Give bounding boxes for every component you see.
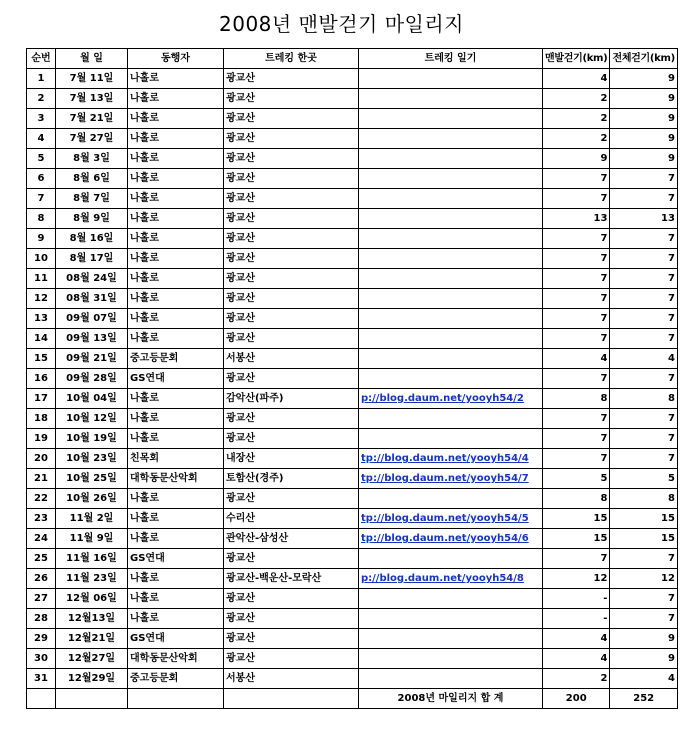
row-diary-link <box>359 649 543 669</box>
row-total-km: 7 <box>610 449 677 469</box>
table-row <box>27 209 678 229</box>
row-number: 3 <box>27 109 56 129</box>
row-diary-link[interactable]: tp://blog.daum.net/yooyh54/7 <box>359 469 543 489</box>
row-barefoot-km: 7 <box>543 229 610 249</box>
row-barefoot-km: 8 <box>543 389 610 409</box>
table-row <box>27 429 678 449</box>
row-place: 광교산 <box>224 549 359 569</box>
row-place: 광교산 <box>224 149 359 169</box>
row-place: 내장산 <box>224 449 359 469</box>
row-barefoot-km: 12 <box>543 569 610 589</box>
row-companion: 나홀로 <box>128 329 224 349</box>
row-place: 광교산 <box>224 429 359 449</box>
row-barefoot-km: 7 <box>543 429 610 449</box>
table-row <box>27 309 678 329</box>
row-place: 광교산-백운산-모락산 <box>224 569 359 589</box>
header-companion: 동행자 <box>128 49 224 69</box>
row-number: 19 <box>27 429 56 449</box>
summary-empty-cell <box>27 689 56 709</box>
row-place: 광교산 <box>224 649 359 669</box>
row-place: 서봉산 <box>224 669 359 689</box>
row-date: 12월27일 <box>56 649 128 669</box>
header-place: 트레킹 한곳 <box>224 49 359 69</box>
row-total-km: 7 <box>610 249 677 269</box>
row-barefoot-km: 7 <box>543 169 610 189</box>
row-place: 광교산 <box>224 129 359 149</box>
row-number: 11 <box>27 269 56 289</box>
row-date: 8월 16일 <box>56 229 128 249</box>
row-diary-link <box>359 289 543 309</box>
row-diary-link <box>359 69 543 89</box>
row-total-km: 7 <box>610 189 677 209</box>
row-number: 28 <box>27 609 56 629</box>
row-total-km: 4 <box>610 669 677 689</box>
row-companion: 나홀로 <box>128 509 224 529</box>
row-place: 광교산 <box>224 249 359 269</box>
row-date: 8월 17일 <box>56 249 128 269</box>
row-diary-link <box>359 189 543 209</box>
row-place: 광교산 <box>224 289 359 309</box>
row-companion: 나홀로 <box>128 289 224 309</box>
row-diary-link <box>359 409 543 429</box>
row-place: 서봉산 <box>224 349 359 369</box>
row-barefoot-km: 8 <box>543 489 610 509</box>
table-row <box>27 149 678 169</box>
row-total-km: 9 <box>610 149 677 169</box>
row-number: 8 <box>27 209 56 229</box>
row-barefoot-km: 4 <box>543 629 610 649</box>
table-row <box>27 189 678 209</box>
row-date: 7월 13일 <box>56 89 128 109</box>
row-companion: 나홀로 <box>128 249 224 269</box>
row-diary-link <box>359 609 543 629</box>
row-total-km: 12 <box>610 569 677 589</box>
row-barefoot-km: 7 <box>543 409 610 429</box>
row-number: 2 <box>27 89 56 109</box>
table-body <box>27 69 678 689</box>
row-diary-link <box>359 209 543 229</box>
row-companion: 중고등문회 <box>128 349 224 369</box>
row-barefoot-km: 7 <box>543 249 610 269</box>
row-number: 14 <box>27 329 56 349</box>
page-title: 2008년 맨발걷기 마일리지 <box>219 12 464 36</box>
row-number: 24 <box>27 529 56 549</box>
row-place: 광교산 <box>224 409 359 429</box>
row-diary-link[interactable]: tp://blog.daum.net/yooyh54/4 <box>359 449 543 469</box>
row-barefoot-km: 5 <box>543 469 610 489</box>
table-row <box>27 469 678 489</box>
row-companion: 나홀로 <box>128 389 224 409</box>
row-diary-link <box>359 109 543 129</box>
row-date: 12월21일 <box>56 629 128 649</box>
summary-label: 2008년 마일리지 합 계 <box>359 689 543 709</box>
row-barefoot-km: 7 <box>543 189 610 209</box>
row-date: 8월 6일 <box>56 169 128 189</box>
row-date: 08월 31일 <box>56 289 128 309</box>
row-total-km: 7 <box>610 429 677 449</box>
table-row <box>27 69 678 89</box>
row-companion: 친목회 <box>128 449 224 469</box>
row-date: 8월 7일 <box>56 189 128 209</box>
row-date: 8월 9일 <box>56 209 128 229</box>
row-place: 광교산 <box>224 589 359 609</box>
row-number: 26 <box>27 569 56 589</box>
table-row <box>27 669 678 689</box>
row-diary-link <box>359 89 543 109</box>
header-date: 월 일 <box>56 49 128 69</box>
row-diary-link <box>359 629 543 649</box>
row-place: 광교산 <box>224 309 359 329</box>
row-number: 13 <box>27 309 56 329</box>
row-number: 10 <box>27 249 56 269</box>
row-number: 31 <box>27 669 56 689</box>
table-row <box>27 629 678 649</box>
row-diary-link[interactable]: p://blog.daum.net/yooyh54/8 <box>359 569 543 589</box>
row-number: 18 <box>27 409 56 429</box>
row-barefoot-km: - <box>543 609 610 629</box>
row-date: 8월 3일 <box>56 149 128 169</box>
table-row <box>27 649 678 669</box>
row-date: 11월 9일 <box>56 529 128 549</box>
row-total-km: 9 <box>610 69 677 89</box>
row-number: 27 <box>27 589 56 609</box>
row-place: 광교산 <box>224 609 359 629</box>
row-companion: 나홀로 <box>128 409 224 429</box>
row-diary-link <box>359 429 543 449</box>
row-companion: 나홀로 <box>128 569 224 589</box>
row-barefoot-km: 7 <box>543 449 610 469</box>
summary-total: 252 <box>610 689 677 709</box>
row-companion: 나홀로 <box>128 489 224 509</box>
mileage-table <box>26 48 678 709</box>
row-date: 10월 26일 <box>56 489 128 509</box>
table-row <box>27 269 678 289</box>
table-row <box>27 249 678 269</box>
row-companion: GS연대 <box>128 629 224 649</box>
row-diary-link <box>359 669 543 689</box>
row-place: 광교산 <box>224 209 359 229</box>
summary-empty-cell <box>56 689 128 709</box>
row-number: 9 <box>27 229 56 249</box>
row-barefoot-km: 7 <box>543 269 610 289</box>
row-place: 광교산 <box>224 229 359 249</box>
row-diary-link <box>359 249 543 269</box>
table-row <box>27 229 678 249</box>
row-companion: 나홀로 <box>128 109 224 129</box>
row-diary-link <box>359 369 543 389</box>
row-diary-link <box>359 309 543 329</box>
table-row <box>27 509 678 529</box>
row-total-km: 15 <box>610 509 677 529</box>
row-total-km: 7 <box>610 549 677 569</box>
row-diary-link <box>359 149 543 169</box>
row-diary-link <box>359 489 543 509</box>
table-row <box>27 89 678 109</box>
row-date: 12월13일 <box>56 609 128 629</box>
row-barefoot-km: 4 <box>543 69 610 89</box>
row-date: 09월 13일 <box>56 329 128 349</box>
header-barefoot: 맨발걷기(km) <box>543 49 610 69</box>
row-date: 11월 16일 <box>56 549 128 569</box>
row-place: 광교산 <box>224 269 359 289</box>
row-barefoot-km: 7 <box>543 329 610 349</box>
row-date: 10월 25일 <box>56 469 128 489</box>
row-date: 09월 21일 <box>56 349 128 369</box>
row-place: 광교산 <box>224 109 359 129</box>
row-companion: 나홀로 <box>128 69 224 89</box>
row-diary-link <box>359 129 543 149</box>
row-total-km: 9 <box>610 89 677 109</box>
row-companion: 나홀로 <box>128 589 224 609</box>
table-row <box>27 369 678 389</box>
row-barefoot-km: 4 <box>543 649 610 669</box>
row-total-km: 7 <box>610 409 677 429</box>
table-row <box>27 589 678 609</box>
row-number: 21 <box>27 469 56 489</box>
row-date: 7월 27일 <box>56 129 128 149</box>
row-total-km: 15 <box>610 529 677 549</box>
row-date: 08월 24일 <box>56 269 128 289</box>
row-total-km: 13 <box>610 209 677 229</box>
row-date: 10월 19일 <box>56 429 128 449</box>
row-barefoot-km: 13 <box>543 209 610 229</box>
row-total-km: 7 <box>610 589 677 609</box>
row-companion: 나홀로 <box>128 149 224 169</box>
row-total-km: 5 <box>610 469 677 489</box>
row-total-km: 7 <box>610 329 677 349</box>
row-diary-link <box>359 229 543 249</box>
row-companion: 나홀로 <box>128 229 224 249</box>
row-number: 12 <box>27 289 56 309</box>
row-number: 30 <box>27 649 56 669</box>
summary-barefoot: 200 <box>543 689 610 709</box>
row-diary-link <box>359 589 543 609</box>
row-date: 10월 12일 <box>56 409 128 429</box>
row-total-km: 7 <box>610 369 677 389</box>
row-total-km: 7 <box>610 169 677 189</box>
row-companion: 나홀로 <box>128 309 224 329</box>
row-barefoot-km: 2 <box>543 89 610 109</box>
row-date: 10월 04일 <box>56 389 128 409</box>
row-total-km: 4 <box>610 349 677 369</box>
table-row <box>27 489 678 509</box>
row-place: 광교산 <box>224 369 359 389</box>
row-total-km: 9 <box>610 109 677 129</box>
row-companion: 나홀로 <box>128 269 224 289</box>
header-row <box>27 49 678 69</box>
table-row <box>27 409 678 429</box>
row-total-km: 7 <box>610 309 677 329</box>
header-total: 전체걷기(km) <box>610 49 677 69</box>
header-diary: 트레킹 일기 <box>359 49 543 69</box>
row-place: 광교산 <box>224 329 359 349</box>
table-row <box>27 529 678 549</box>
row-barefoot-km: 4 <box>543 349 610 369</box>
row-date: 7월 21일 <box>56 109 128 129</box>
row-barefoot-km: 7 <box>543 369 610 389</box>
row-total-km: 7 <box>610 609 677 629</box>
table-row <box>27 449 678 469</box>
row-number: 16 <box>27 369 56 389</box>
row-total-km: 9 <box>610 129 677 149</box>
row-number: 15 <box>27 349 56 369</box>
table-row <box>27 169 678 189</box>
row-total-km: 7 <box>610 269 677 289</box>
row-companion: 나홀로 <box>128 129 224 149</box>
row-place: 광교산 <box>224 169 359 189</box>
table-row <box>27 329 678 349</box>
row-companion: 대학동문산악회 <box>128 469 224 489</box>
table-row <box>27 129 678 149</box>
row-number: 4 <box>27 129 56 149</box>
row-barefoot-km: 15 <box>543 509 610 529</box>
row-place: 광교산 <box>224 629 359 649</box>
row-number: 29 <box>27 629 56 649</box>
row-place: 관악산-삼성산 <box>224 529 359 549</box>
summary-empty-cell <box>128 689 224 709</box>
row-date: 09월 07일 <box>56 309 128 329</box>
row-total-km: 8 <box>610 389 677 409</box>
row-date: 10월 23일 <box>56 449 128 469</box>
row-companion: 나홀로 <box>128 209 224 229</box>
row-barefoot-km: 2 <box>543 669 610 689</box>
row-total-km: 9 <box>610 629 677 649</box>
row-companion: 나홀로 <box>128 89 224 109</box>
row-companion: GS연대 <box>128 549 224 569</box>
summary-row <box>27 689 678 709</box>
row-barefoot-km: 15 <box>543 529 610 549</box>
row-barefoot-km: - <box>543 589 610 609</box>
row-place: 광교산 <box>224 69 359 89</box>
row-total-km: 7 <box>610 229 677 249</box>
row-diary-link <box>359 269 543 289</box>
row-total-km: 9 <box>610 649 677 669</box>
table-row <box>27 289 678 309</box>
table-row <box>27 609 678 629</box>
row-diary-link <box>359 169 543 189</box>
row-diary-link[interactable]: p://blog.daum.net/yooyh54/2 <box>359 389 543 409</box>
row-number: 23 <box>27 509 56 529</box>
row-diary-link <box>359 349 543 369</box>
row-diary-link[interactable]: tp://blog.daum.net/yooyh54/6 <box>359 529 543 549</box>
row-companion: 나홀로 <box>128 609 224 629</box>
row-barefoot-km: 2 <box>543 109 610 129</box>
row-place: 광교산 <box>224 489 359 509</box>
row-number: 5 <box>27 149 56 169</box>
row-total-km: 7 <box>610 289 677 309</box>
row-companion: 중고등문회 <box>128 669 224 689</box>
row-number: 22 <box>27 489 56 509</box>
row-date: 09월 28일 <box>56 369 128 389</box>
row-diary-link <box>359 329 543 349</box>
row-barefoot-km: 7 <box>543 549 610 569</box>
row-date: 11월 2일 <box>56 509 128 529</box>
row-barefoot-km: 9 <box>543 149 610 169</box>
row-diary-link <box>359 549 543 569</box>
row-number: 17 <box>27 389 56 409</box>
row-date: 12월29일 <box>56 669 128 689</box>
row-date: 12월 06일 <box>56 589 128 609</box>
header-no: 순번 <box>27 49 56 69</box>
row-place: 광교산 <box>224 189 359 209</box>
row-companion: 나홀로 <box>128 529 224 549</box>
row-place: 수리산 <box>224 509 359 529</box>
row-place: 광교산 <box>224 89 359 109</box>
table-row <box>27 109 678 129</box>
row-number: 25 <box>27 549 56 569</box>
row-barefoot-km: 7 <box>543 309 610 329</box>
row-date: 7월 11일 <box>56 69 128 89</box>
row-total-km: 8 <box>610 489 677 509</box>
table-row <box>27 389 678 409</box>
row-companion: 나홀로 <box>128 189 224 209</box>
table-row <box>27 349 678 369</box>
row-companion: 대학동문산악회 <box>128 649 224 669</box>
row-diary-link[interactable]: tp://blog.daum.net/yooyh54/5 <box>359 509 543 529</box>
row-date: 11월 23일 <box>56 569 128 589</box>
summary-empty-cell <box>224 689 359 709</box>
row-barefoot-km: 2 <box>543 129 610 149</box>
row-number: 7 <box>27 189 56 209</box>
row-companion: 나홀로 <box>128 169 224 189</box>
table-row <box>27 549 678 569</box>
row-place: 토함산(경주) <box>224 469 359 489</box>
row-barefoot-km: 7 <box>543 289 610 309</box>
row-number: 6 <box>27 169 56 189</box>
row-companion: 나홀로 <box>128 429 224 449</box>
row-place: 감악산(파주) <box>224 389 359 409</box>
row-number: 1 <box>27 69 56 89</box>
row-number: 20 <box>27 449 56 469</box>
table-row <box>27 569 678 589</box>
row-companion: GS연대 <box>128 369 224 389</box>
